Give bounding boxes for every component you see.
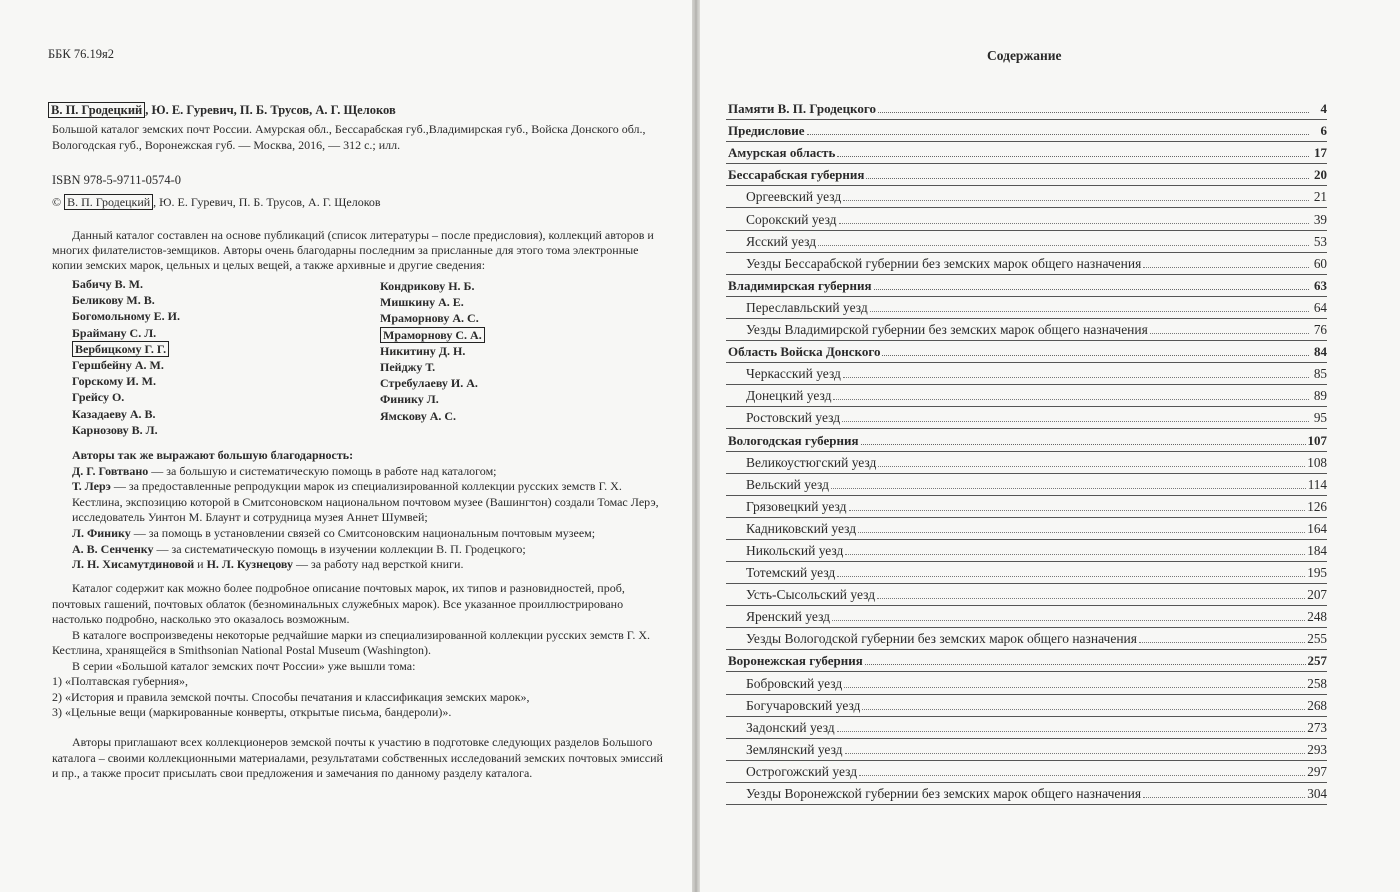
toc-leader-dots xyxy=(832,620,1305,621)
toc-subsection-entry xyxy=(726,496,1327,518)
toc-entry-title: Черкасский уезд xyxy=(746,366,841,382)
toc-subsection-entry xyxy=(726,761,1327,783)
book-gutter xyxy=(692,0,700,892)
toc-page-number: 184 xyxy=(1307,542,1327,558)
thanks-name-item: Ямскову А. С. xyxy=(380,408,457,423)
thanks-name: Л. Н. Хисамутдиновой xyxy=(72,557,195,572)
toc-entry-title: Великоустюгский уезд xyxy=(746,454,877,470)
thanks-text: — за работу над версткой книги. xyxy=(293,557,464,572)
left-page xyxy=(0,0,692,892)
thanks-name-item: Мраморнову С. А. xyxy=(380,327,485,343)
toc-leader-dots xyxy=(843,200,1309,201)
bbk-code: ББК 76.19я2 xyxy=(48,47,114,61)
toc-subsection-entry xyxy=(726,186,1327,208)
thanks-text: — за систематическую помощь в изучении коллекции В. П. Гродецкого; xyxy=(153,541,526,556)
toc-page-number: 126 xyxy=(1307,498,1327,514)
toc-leader-dots xyxy=(874,289,1309,290)
thanks-name-item: Гершбейну А. М. xyxy=(72,358,164,373)
toc-page-number: 85 xyxy=(1313,366,1327,382)
toc-leader-dots xyxy=(842,421,1309,422)
toc-leader-dots xyxy=(878,112,1309,113)
toc-subsection-entry xyxy=(726,208,1327,230)
toc-page-number: 6 xyxy=(1320,123,1327,139)
toc-page-number: 107 xyxy=(1307,432,1327,448)
toc-entry-title: Владимирская губерния xyxy=(728,277,872,293)
toc-entry-title: Уезды Владимирской губернии без земских марок общего назначения xyxy=(746,322,1148,338)
toc-leader-dots xyxy=(878,466,1305,467)
intro-paragraph: Данный каталог составлен на основе публикаций (список литературы – после предисловия), коллекций авторов и многих филателистов-земщиков. Авторы очень благодарны последним за присланные для этого тома электронные копии земских марок, цельных и целых вещей, а также архивные и другие сведения: xyxy=(52,228,654,273)
toc-leader-dots xyxy=(1143,267,1309,268)
thanks-name-item: Мишкину А. Е. xyxy=(380,295,464,310)
toc-subsection-entry xyxy=(726,562,1327,584)
thanks-name: Н. Л. Кузнецову xyxy=(206,557,294,572)
toc-entry-title: Оргеевский уезд xyxy=(746,189,842,205)
toc-page-number: 39 xyxy=(1313,211,1327,227)
toc-entry-title: Область Войска Донского xyxy=(728,344,881,360)
series-volume: 3) «Цельные вещи (маркированные конверты, открытые письма, бандероли)». xyxy=(52,705,452,719)
thanks-text: — за большую и систематическую помощь в работе над каталогом; xyxy=(148,463,497,478)
toc-entry-title: Никольский уезд xyxy=(746,542,844,558)
toc-subsection-entry xyxy=(726,253,1327,275)
also-thanks-entries xyxy=(72,464,672,558)
toc-subsection-entry xyxy=(726,540,1327,562)
toc-page-number: 257 xyxy=(1307,653,1327,669)
toc-page-number: 64 xyxy=(1313,299,1327,315)
bibliographic-description: Большой каталог земских почт России. Амурская обл., Бессарабская губ.,Владимирская губ., Войска Донского обл., Вологодская губ., Воронежская губ. — Москва, 2016, — 312 с.; илл. xyxy=(52,122,646,152)
toc-entry-title: Задонский уезд xyxy=(746,719,835,735)
toc-subsection-entry xyxy=(726,385,1327,407)
toc-subsection-entry xyxy=(726,407,1327,429)
thanks-name-item: Грейсу О. xyxy=(72,390,125,405)
toc-entry-title: Амурская область xyxy=(728,145,836,161)
toc-page-number: 258 xyxy=(1307,675,1327,691)
toc-subsection-entry xyxy=(726,584,1327,606)
toc-page-number: 297 xyxy=(1307,763,1327,779)
toc-leader-dots xyxy=(859,775,1305,776)
toc-entry-title: Усть-Сысольский уезд xyxy=(746,587,876,603)
also-thanks-entry xyxy=(72,526,672,542)
toc-page-number: 114 xyxy=(1307,476,1327,492)
toc-subsection-entry xyxy=(726,606,1327,628)
thanks-name-item: Казадаеву А. В. xyxy=(72,406,156,421)
series-intro: В серии «Большой каталог земских почт России» уже вышли тома: xyxy=(72,658,416,673)
toc-page-number: 20 xyxy=(1314,167,1327,183)
thanks-name: Д. Г. Говтвано xyxy=(72,463,149,478)
table-of-contents xyxy=(726,98,1327,805)
toc-leader-dots xyxy=(882,355,1309,356)
thanks-and: и xyxy=(194,557,207,572)
toc-leader-dots xyxy=(1139,642,1305,643)
thanks-name-item: Беликову М. В. xyxy=(72,293,155,308)
toc-entry-title: Воронежская губерния xyxy=(728,653,863,669)
toc-entry-title: Острогожский уезд xyxy=(746,763,858,779)
toc-subsection-entry xyxy=(726,717,1327,739)
toc-title: Содержание xyxy=(987,48,1062,63)
toc-entry-title: Грязовецкий уезд xyxy=(746,498,847,514)
thanks-name-item: Вербицкому Г. Г. xyxy=(72,341,180,357)
thanks-name-item: Никитину Д. Н. xyxy=(380,343,466,358)
toc-section-entry xyxy=(726,650,1327,672)
toc-page-number: 108 xyxy=(1307,454,1327,470)
toc-entry-title: Ростовский уезд xyxy=(746,410,841,426)
toc-page-number: 195 xyxy=(1307,565,1327,581)
series-volume: 2) «История и правила земской почты. Способы печатания и классификация земских марок», xyxy=(52,689,530,704)
toc-page-number: 255 xyxy=(1307,631,1327,647)
toc-entry-title: Тотемский уезд xyxy=(746,565,836,581)
toc-leader-dots xyxy=(862,709,1305,710)
toc-leader-dots xyxy=(837,731,1306,732)
toc-leader-dots xyxy=(837,156,1309,157)
toc-leader-dots xyxy=(865,664,1306,665)
toc-page-number: 17 xyxy=(1314,145,1327,161)
toc-leader-dots xyxy=(839,223,1309,224)
toc-entry-title: Яренский уезд xyxy=(746,609,831,625)
toc-entry-title: Уезды Воронежской губернии без земских марок общего назначения xyxy=(746,786,1142,801)
thanks-column-2 xyxy=(380,278,485,424)
toc-page-number: 268 xyxy=(1307,697,1327,713)
toc-leader-dots xyxy=(1150,333,1309,334)
toc-leader-dots xyxy=(877,598,1305,599)
thanks-name: Л. Финику xyxy=(72,525,131,540)
series-volumes-list xyxy=(52,674,668,721)
toc-leader-dots xyxy=(833,399,1309,400)
toc-subsection-entry xyxy=(726,474,1327,496)
invitation-paragraph: Авторы приглашают всех коллекционеров земской почты к участию в подготовке следующих разделов Большого каталога – своими коллекционными материалами, результатами собственных исследований земских почтовых эмиссий и пр., а также просит присылать свои предложения и замечания по данному разделу каталога. xyxy=(52,735,663,780)
toc-page-number: 60 xyxy=(1313,255,1327,271)
toc-entry-title: Бобровский уезд xyxy=(746,675,843,691)
toc-page-number: 53 xyxy=(1313,233,1327,249)
thanks-column-1 xyxy=(72,276,180,438)
isbn: ISBN 978-5-9711-0574-0 xyxy=(52,173,182,187)
toc-entry-title: Предисловие xyxy=(728,123,805,139)
also-thanks-entry xyxy=(72,464,672,480)
toc-leader-dots xyxy=(866,178,1309,179)
toc-subsection-entry xyxy=(726,319,1327,341)
toc-entry-title: Бессарабская губерния xyxy=(728,167,865,183)
thanks-name-item: Бабичу В. М. xyxy=(72,277,143,291)
thanks-name: Т. Лерэ xyxy=(72,479,111,494)
toc-leader-dots xyxy=(858,532,1305,533)
toc-leader-dots xyxy=(845,753,1306,754)
also-thanks-heading: Авторы так же выражают большую благодарность: xyxy=(72,448,354,462)
toc-leader-dots xyxy=(807,134,1309,135)
catalog-description xyxy=(52,581,668,721)
toc-page-number: 164 xyxy=(1307,520,1327,536)
toc-page-number: 4 xyxy=(1320,101,1327,117)
also-thanks-entry xyxy=(72,479,672,526)
thanks-name-item: Финику Л. xyxy=(380,392,439,407)
toc-section-entry xyxy=(726,142,1327,164)
toc-page-number: 293 xyxy=(1307,741,1327,757)
copyright-symbol: © xyxy=(52,195,62,209)
boxed-author: В. П. Гродецкий xyxy=(48,102,145,118)
thanks-name-item: Мраморнову А. С. xyxy=(380,311,479,326)
also-thanks-last-entry xyxy=(72,557,672,573)
toc-subsection-entry xyxy=(726,783,1327,805)
toc-section-entry xyxy=(726,120,1327,142)
thanks-name-item: Пейджу Т. xyxy=(380,360,436,375)
toc-section-entry xyxy=(726,429,1327,451)
toc-leader-dots xyxy=(843,377,1309,378)
toc-page-number: 95 xyxy=(1313,410,1327,426)
toc-section-entry xyxy=(726,98,1327,120)
toc-subsection-entry xyxy=(726,518,1327,540)
thanks-text: — за предоставленные репродукции марок из специализированной коллекции русских земств Г. Х. Кестлина, экспозицию которой в Смитсоновском национальном почтовом музее (Вашингтон) создали Томас Лерэ, исследователь Уинтон М. Блаунт и сотрудница музея Аннет Шумвей; xyxy=(72,479,659,525)
catalog-paragraph-2: В каталоге воспроизведены некоторые редчайшие марки из специализированной коллекции русских земств Г. Х. Кестлина, хранящейся в Smithsonian National Postal Museum (Washington). xyxy=(52,627,650,657)
toc-section-entry xyxy=(726,341,1327,363)
toc-entry-title: Уезды Вологодской губернии без земских марок общего назначения xyxy=(746,631,1137,647)
right-page xyxy=(700,0,1400,892)
copyright-other-authors: , Ю. Е. Гуревич, П. Б. Трусов, А. Г. Щелоков xyxy=(153,195,381,209)
toc-entry-title: Землянский уезд xyxy=(746,741,843,757)
toc-subsection-entry xyxy=(726,297,1327,319)
toc-leader-dots xyxy=(818,245,1309,246)
toc-page-number: 248 xyxy=(1307,609,1327,625)
toc-leader-dots xyxy=(1143,797,1305,798)
toc-leader-dots xyxy=(837,576,1305,577)
toc-page-number: 63 xyxy=(1314,277,1327,293)
toc-entry-title: Вельский уезд xyxy=(746,476,829,492)
toc-page-number: 273 xyxy=(1307,719,1327,735)
toc-leader-dots xyxy=(870,311,1309,312)
thanks-name-item: Богомольному Е. И. xyxy=(72,309,180,324)
toc-subsection-entry xyxy=(726,628,1327,650)
catalog-paragraph-1: Каталог содержит как можно более подробное описание почтовых марок, их типов и разновидностей, проб, почтовых гашений, почтовых облаток (безноминальных служебных марок). Все указанное проиллюстрировано настолько подробно, насколько это оказалось возможным. xyxy=(52,581,625,626)
toc-leader-dots xyxy=(844,687,1305,688)
toc-subsection-entry xyxy=(726,363,1327,385)
toc-leader-dots xyxy=(845,554,1305,555)
copyright-line xyxy=(52,195,381,210)
toc-page-number: 76 xyxy=(1313,322,1327,338)
toc-subsection-entry xyxy=(726,231,1327,253)
thanks-name-item: Горскому И. М. xyxy=(72,374,156,389)
toc-leader-dots xyxy=(861,444,1306,445)
thanks-name-item: Брайману С. Л. xyxy=(72,325,157,340)
toc-leader-dots xyxy=(831,488,1306,489)
toc-entry-title: Переславльский уезд xyxy=(746,299,868,315)
toc-entry-title: Богучаровский уезд xyxy=(746,697,861,713)
toc-section-entry xyxy=(726,164,1327,186)
authors-line xyxy=(48,103,396,118)
also-thanks-block xyxy=(72,448,672,573)
toc-subsection-entry xyxy=(726,452,1327,474)
other-authors: , Ю. Е. Гуревич, П. Б. Трусов, А. Г. Щелоков xyxy=(145,103,396,117)
series-volume: 1) «Полтавская губерния», xyxy=(52,674,189,688)
toc-page-number: 304 xyxy=(1307,786,1327,801)
toc-page-number: 207 xyxy=(1307,587,1327,603)
thanks-name-item: Карнозову В. Л. xyxy=(72,422,158,437)
toc-entry-title: Донецкий уезд xyxy=(746,388,832,404)
toc-subsection-entry xyxy=(726,739,1327,761)
toc-entry-title: Уезды Бессарабской губернии без земских марок общего назначения xyxy=(746,255,1142,271)
toc-entry-title: Кадниковский уезд xyxy=(746,520,857,536)
toc-subsection-entry xyxy=(726,695,1327,717)
toc-entry-title: Вологодская губерния xyxy=(728,432,859,448)
also-thanks-entry xyxy=(72,542,672,558)
toc-entry-title: Памяти В. П. Гродецкого xyxy=(728,101,876,117)
thanks-name-item: Кондрикову Н. Б. xyxy=(380,279,475,293)
thanks-text: — за помощь в установлении связей со Смитсоновским национальным почтовым музеем; xyxy=(130,525,596,540)
toc-entry-title: Ясский уезд xyxy=(746,233,817,249)
thanks-name-item: Стребулаеву И. А. xyxy=(380,376,478,391)
copyright-boxed-author: В. П. Гродецкий xyxy=(64,194,153,210)
toc-leader-dots xyxy=(849,510,1306,511)
toc-page-number: 21 xyxy=(1313,189,1327,205)
toc-page-number: 89 xyxy=(1313,388,1327,404)
toc-entry-title: Сорокский уезд xyxy=(746,211,837,227)
toc-subsection-entry xyxy=(726,672,1327,694)
toc-page-number: 84 xyxy=(1314,344,1327,360)
thanks-name: А. В. Сенченку xyxy=(72,541,154,556)
toc-section-entry xyxy=(726,275,1327,297)
